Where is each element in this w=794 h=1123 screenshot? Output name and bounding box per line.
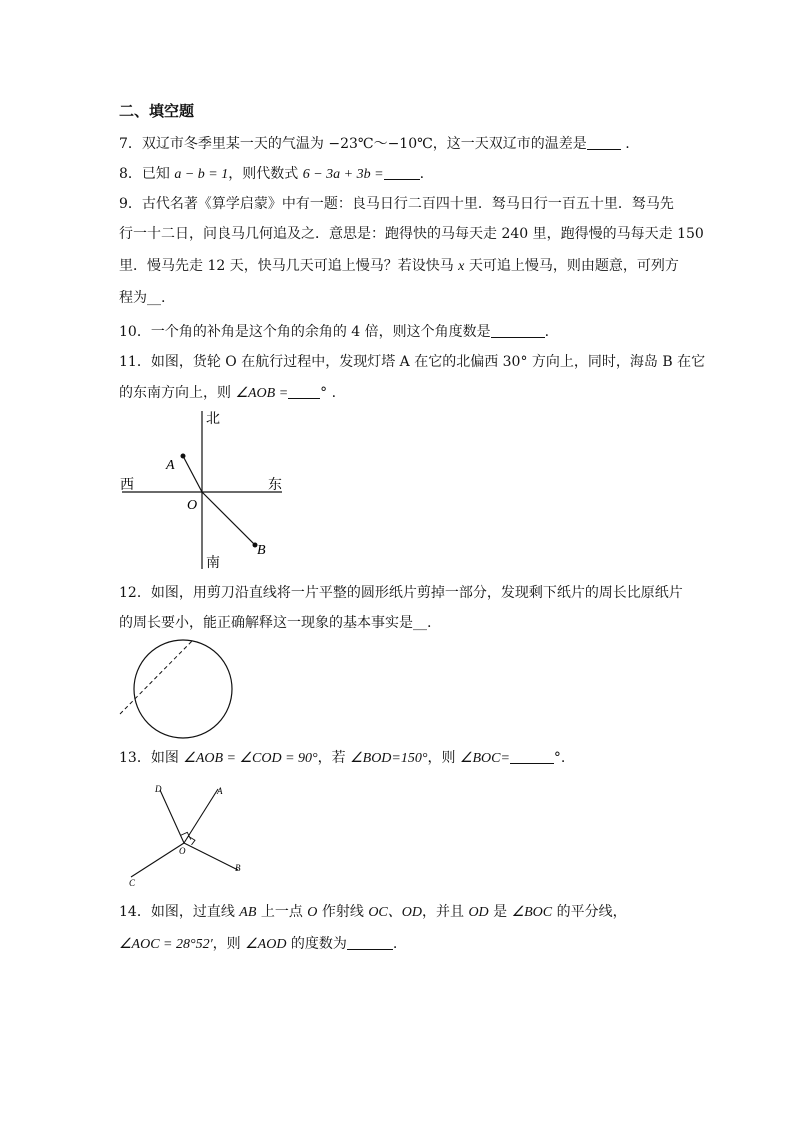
label-a: A [217,786,223,796]
q14-text: 14．如图，过直线 [119,904,240,920]
q11-line-2 [119,383,336,404]
q13-answer-blank[interactable] [510,749,554,764]
question-10 [119,322,549,342]
q14-text-5: 是 [488,904,512,920]
q11-expression: ∠AOB = [235,386,289,401]
label-o: O [179,846,186,856]
q9-line-4: 程为__. [119,290,166,306]
q14-angle-boc: ∠BOC [511,905,553,920]
q7-text: 7．双辽市冬季里某一天的气温为 [119,136,329,152]
q14-angle-aod: ∠AOD [245,937,287,952]
q10-text: 10．一个角的补角是这个角的余角的 4 倍，则这个角度数是 [119,324,491,340]
west-label: 西 [120,477,134,493]
q14-text-6: 的平分线， [552,904,627,920]
q10-answer-blank[interactable] [491,323,545,338]
north-label: 北 [206,411,220,427]
ray-ob [202,492,255,545]
q13-expression: ∠AOB = ∠COD = 90° [183,751,318,766]
q9-variable: x [458,259,465,274]
q14-text-4: ，并且 [421,904,469,920]
q12-circle-figure [112,636,242,742]
label-o: O [187,498,198,513]
ray-oa [183,456,202,492]
label-b: B [257,543,266,558]
q7-answer-blank[interactable] [587,135,621,150]
q14-answer-blank[interactable] [347,935,393,950]
q8-condition: a − b = 1 [174,167,229,182]
q11-answer-blank[interactable] [288,384,320,399]
q14-given-angle: ∠AOC = 28°52′ [119,937,213,952]
q14-rays: OC、OD [368,905,422,920]
q13-expression-3: ∠BOC= [459,751,510,766]
question-13 [119,748,565,769]
q14-tail: . [392,936,398,952]
label-c: C [129,878,136,888]
ray-oc [131,843,184,877]
q8-text-2: ，则代数式 [228,166,303,182]
q11-line-2-text: 的东南方向上，则 [119,385,236,401]
q9-line-2: 行一十二日，问良马几何追及之．意思是：跑得快的马每天走 240 里，跑得慢的马每天走 150 [119,226,704,242]
label-a: A [166,458,175,473]
q13-text-3: ，则 [427,750,460,766]
q8-tail: . [419,166,425,182]
ray-oa [184,789,218,843]
q13-text-2: ，若 [317,750,351,766]
q11-line-1: 11．如图，货轮 O 在航行过程中，发现灯塔 A 在它的北偏西 30° 方向上，同时，海岛 B 在它 [119,354,706,370]
q14-line-1 [119,902,627,923]
question-7 [119,134,630,154]
question-8 [119,164,424,185]
q14-text-7: ，则 [212,936,246,952]
q14-text-2: 上一点 [256,904,308,920]
q13-angle-figure [125,780,255,890]
q11-tail: ° . [320,385,337,401]
q10-tail: . [544,324,550,340]
label-b: B [235,863,241,873]
q9-line-3-text-2: 天可追上慢马，则由题意，可列方 [464,258,679,274]
q13-expression-2: ∠BOD=150° [350,751,428,766]
point-a [181,454,186,459]
q14-line-2 [119,934,397,955]
q13-tail: °. [553,750,566,766]
q12-line-2: 的周长要小，能正确解释这一现象的基本事实是__. [119,615,432,631]
q9-line-3 [119,256,679,277]
label-d: D [155,784,162,794]
q7-text-2: ，这一天双辽市的温差是 [432,136,587,152]
q8-answer-blank[interactable] [384,165,420,180]
paper-circle [134,640,232,738]
ray-ob [184,843,238,870]
q14-text-8: 的度数为 [286,936,347,952]
south-label: 南 [206,555,220,571]
q8-expression: 6 − 3a + 3b = [302,167,384,182]
q14-line-ab: AB [239,905,257,920]
q9-line-3-text: 里．慢马先走 12 天，快马几天可追上慢马？若设快马 [119,258,459,274]
q12-line-1: 12．如图，用剪刀沿直线将一片平整的圆形纸片剪掉一部分，发现剩下纸片的周长比原纸片 [119,585,683,601]
east-label: 东 [268,477,282,493]
q7-temps: −23℃～−10℃ [328,136,433,152]
q13-text: 13．如图 [119,750,184,766]
cut-line [120,640,193,714]
q14-text-3: 作射线 [317,904,369,920]
q9-line-1: 9．古代名著《算学启蒙》中有一题：良马日行二百四十里．驽马日行一百五十里．驽马先 [119,196,674,212]
section-title: 二、填空题 [119,102,195,120]
q11-compass-figure [110,405,300,575]
q8-text: 8．已知 [119,166,175,182]
q14-point-o: O [307,905,318,920]
q7-tail: . [620,136,630,152]
q14-ray-od: OD [468,905,489,920]
